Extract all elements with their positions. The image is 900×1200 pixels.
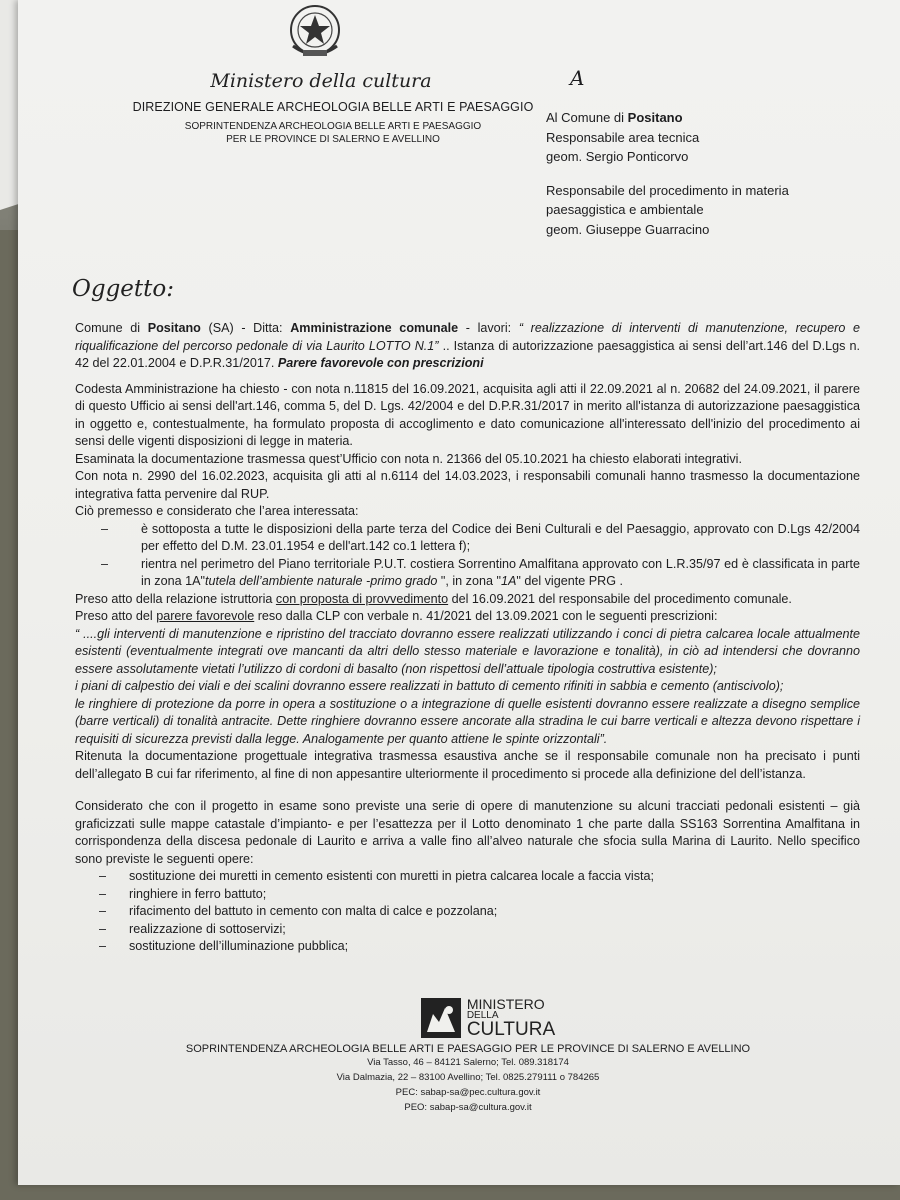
logo-line: MINISTERO [466, 996, 545, 1012]
subject-paragraph [75, 320, 860, 373]
italian-republic-emblem-icon [281, 0, 349, 62]
letter-body [75, 320, 860, 956]
footer-address-salerno: Via Tasso, 46 – 84121 Salerno; Tel. 089.318174 [367, 1057, 569, 1068]
paragraph: Codesta Amministrazione ha chiesto - con nota n.11815 del 16.09.2021, acquisita agli atti il 22.09.2021 al n. 20682 del 24.09.2021, il parere di questo Ufficio ai sensi dell'art.146, comma 5, del D. Lgs. 42/2004 e del D.P.R.31/2017 in merito all'istanza di autorizzazione paesaggistica in oggetto e, contestualmente, ha formulato proposta di accoglimento e dato comunicazione all'interessato dell'inizio del procedimento ai sensi delle vigenti disposizioni di legge in materia. [75, 381, 860, 448]
recipient-prefix: Al Comune di [546, 110, 628, 125]
list-item: – sostituzione dell’illuminazione pubblica; [75, 938, 860, 956]
footer-pec: PEC: sabap-sa@pec.cultura.gov.it [395, 1087, 541, 1098]
footer-address-avellino: Via Dalmazia, 22 – 83100 Avellino; Tel. 0825.279111 o 784265 [336, 1072, 600, 1083]
text-italic: 1A [500, 574, 517, 588]
text-span: - lavori: [458, 321, 519, 335]
works-list [75, 868, 860, 956]
footer-logo-text [467, 997, 555, 1039]
text-italic: tutela dell’ambiente naturale -primo grado [204, 574, 438, 588]
list-item: – è sottoposta a tutte le disposizioni della parte terza del Codice dei Beni Culturali e del Paesaggio, approvato con D.Lgs 42/2004 per effetto del D.M. 23.01.1954 e dell'art.142 co.1 lettera f); [75, 521, 860, 556]
list-item: – rifacimento del battuto in cemento con malta di calce e pozzolana; [75, 903, 860, 921]
recipient-line: Responsabile area tecnica [546, 129, 700, 145]
quote-paragraph [75, 696, 860, 749]
document-page [18, 0, 900, 1185]
quote-paragraph [75, 678, 860, 696]
text-span: (SA) - Ditta: [200, 321, 291, 335]
logo-line: CULTURA [466, 1019, 556, 1040]
ministero-cultura-logo-icon [421, 998, 461, 1038]
text-bold-italic: Parere favorevole con prescrizioni [277, 356, 484, 370]
quote-paragraph [75, 626, 860, 679]
paragraph: Ritenuta la documentazione progettuale integrativa trasmessa esaustiva anche se il responsabile comunale non ha precisato i punti dell’allegato B cui far riferimento, al fine di non appesantire ulteriormente il procedimento si procede alla definizione del dell’istanza. [75, 749, 860, 781]
text-span: .. Istanza di autorizzazione paesaggistica ai sensi dell’art.146 del D.Lgs n. 42 del 22.01.2004 e D.P.R.31/2017. [75, 338, 860, 370]
ministry-title: Ministero della cultura [210, 70, 432, 92]
list-item: – ringhiere in ferro battuto; [75, 886, 860, 904]
recipient-mark: A [570, 66, 585, 90]
soprintendenza-line-1: SOPRINTENDENZA ARCHEOLOGIA BELLE ARTI E PAESAGGIO [184, 121, 482, 132]
list-item: – realizzazione di sottoservizi; [75, 921, 860, 939]
soprintendenza-line-2: PER LE PROVINCE DI SALERNO E AVELLINO [226, 134, 440, 145]
text-span: Preso atto della relazione istruttoria [75, 591, 276, 606]
recipient-line: geom. Sergio Ponticorvo [546, 149, 689, 164]
recipient-line [546, 108, 866, 128]
recipients-block [546, 108, 866, 239]
footer-peo: PEO: sabap-sa@cultura.gov.it [404, 1102, 532, 1113]
recipient-line: Responsabile del procedimento in materia [546, 182, 789, 198]
text-bold: Amministrazione comunale [290, 321, 459, 335]
recipient-line: paesaggistica e ambientale [546, 202, 704, 217]
text-underlined: con proposta di provvedimento [275, 591, 449, 606]
soprintendenza-subtitle [98, 120, 568, 146]
paragraph: Ciò premesso e considerato che l’area interessata: [75, 504, 359, 518]
recipient-line: geom. Giuseppe Guarracino [546, 221, 710, 237]
paragraph [75, 591, 860, 609]
list-item [75, 556, 860, 591]
text-span: ", in zona " [437, 574, 501, 588]
paragraph [75, 608, 860, 626]
footer-logo [188, 997, 788, 1039]
text-span: " del vigente PRG . [516, 574, 624, 588]
oggetto-label: Oggetto: [72, 276, 174, 302]
paragraph: Con nota n. 2990 del 16.02.2023, acquisita gli atti al n.6114 del 14.03.2023, i responsabili comunali hanno trasmesso la documentazione integrativa fatta pervenire dal RUP. [75, 469, 860, 501]
text-italic: i piani di calpestio dei viali e dei scalini dovranno essere realizzati in battuto di cemento rifiniti in sabbia e cemento (antiscivolo); [75, 679, 784, 693]
text-span: Preso atto del [75, 609, 157, 623]
text-underlined: parere favorevole [156, 609, 255, 623]
text-span: Comune di [75, 321, 148, 335]
paragraph: Considerato che con il progetto in esame sono previste una serie di opere di manutenzione su alcuni tracciati pedonali esistenti – già graficizzati sulle mappe catastale d’impianto- e per l’esattezza per il Lotto denominato 1 che parte dalla SS163 Sorrentina Amalfitana in corrispondenza della discesa pedonale di Laurito e arriva a valle fino all’alveo naturale che sfocia sulla Marina di Laurito. Nello specifico sono previste le seguenti opere: [75, 799, 860, 866]
letter-footer [148, 997, 788, 1115]
logo-line: DELLA [466, 1010, 499, 1021]
footer-office-name: SOPRINTENDENZA ARCHEOLOGIA BELLE ARTI E PAESAGGIO PER LE PROVINCE DI SALERNO E AVELLINO [185, 1043, 751, 1055]
text-bold: Positano [147, 321, 201, 335]
list-item: – sostituzione dei muretti in cemento esistenti con muretti in pietra calcarea locale a faccia vista; [75, 868, 860, 886]
area-bullets [75, 521, 860, 591]
text-italic: “ realizzazione di interventi di manutenzione, recupero e riqualificazione del percorso pedonale di via Laurito LOTTO N.1” [75, 321, 860, 353]
text-italic: le ringhiere di protezione da porre in opera a sostituzione o a integrazione di quelle esistenti dovranno essere realizzate a disegno semplice (barre verticali) di tonalità antracite. Dette ringhiere dovranno essere ancorate alla stradina le cui barre verticali e altezza devono rispettare i requisiti di sicurezza previsti dalla legge. Analogamente per quanto attiene le spinte orizzontali”. [75, 696, 860, 746]
text-span: rientra nel perimetro del Piano territoriale P.U.T. costiera Sorrentino Amalfitana approvato con L.R.35/97 ed è classificata in parte in zona 1A" [141, 556, 860, 588]
recipient-town: Positano [627, 110, 683, 125]
text-italic: “ ....gli interventi di manutenzione e ripristino del tracciato dovranno essere realizzati utilizzando i conci di pietra calcarea locale attualmente esistenti (eventualmente integrati ove mancanti da altri dello stesso materiale e lavorazione e tonalità), in ciò ad intendersi che dovranno essere assolutamente vietati l’utilizzo di cordoni di basalto (non rispettosi dell’attuale tipologia costruttiva esistente); [75, 626, 860, 676]
direction-title: DIREZIONE GENERALE ARCHEOLOGIA BELLE ARTI E PAESAGGIO [132, 100, 534, 114]
text-span: del 16.09.2021 del responsabile del procedimento comunale. [448, 591, 792, 606]
text-span: reso dalla CLP con verbale n. 41/2021 del 13.09.2021 con le seguenti prescrizioni: [254, 609, 718, 623]
paragraph: Esaminata la documentazione trasmessa quest’Ufficio con nota n. 21366 del 05.10.2021 ha chiesto elaborati integrativi. [75, 451, 742, 466]
